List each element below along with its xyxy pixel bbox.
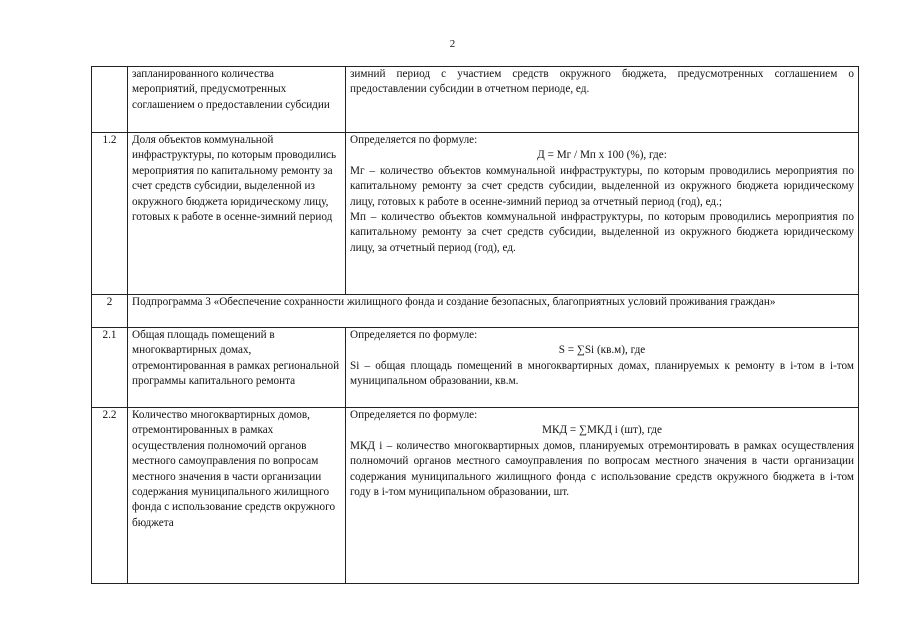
row-number: 2.1 (92, 328, 128, 408)
indicators-table (91, 66, 859, 584)
method-intro: Определяется по формуле: (350, 329, 478, 341)
table-row (92, 408, 859, 584)
table-row (92, 133, 859, 295)
method-intro: Определяется по формуле: (350, 134, 478, 146)
indicator-name: Доля объектов коммунальной инфраструктуры, по которым проводились мероприятия по капитальному ремонту за счет средств субсидии, выделенной из окружного бюджета юридическому лицу, готовых к работе в осенне-зимний период (128, 133, 346, 295)
table-row (92, 328, 859, 408)
subprogram-title: Подпрограмма 3 «Обеспечение сохранности жилищного фонда и создание безопасных, благоприятных условий проживания граждан» (128, 295, 859, 328)
formula: МКД = ∑МКД i (шт), где (542, 424, 662, 437)
indicator-method (346, 408, 859, 584)
indicator-method (346, 328, 859, 408)
indicator-method (346, 67, 859, 133)
variable-description: зимний период с участием средств окружного бюджета, предусмотренных соглашением о предоставлении субсидии в отчетном периоде, ед. (350, 68, 854, 96)
table-row (92, 67, 859, 133)
variable-description: Мг – количество объектов коммунальной инфраструктуры, по которым проводились мероприятия по капитальному ремонту за счет средств субсидии, выделенной из окружного бюджета юридическому лицу, готовых к работе в осенне-зимний период за отчетный период (год), ед.; (350, 164, 854, 208)
row-number: 2 (92, 295, 128, 328)
formula: Д = Мг / Мп x 100 (%), где: (537, 149, 667, 162)
method-intro: Определяется по формуле: (350, 409, 478, 421)
indicator-name: Общая площадь помещений в многоквартирных домах, отремонтированная в рамках региональной программы капитального ремонта (128, 328, 346, 408)
row-number (92, 67, 128, 133)
formula: S = ∑Si (кв.м), где (558, 344, 646, 357)
indicator-name: Количество многоквартирных домов, отремонтированных в рамках осуществления полномочий органов местного самоуправления по вопросам местного значения в части организации содержания муниципального жилищного фонда с использование средств окружного бюджета (128, 408, 346, 584)
indicator-method (346, 133, 859, 295)
page-number: 2 (449, 38, 456, 50)
subprogram-row (92, 295, 859, 328)
variable-description: Si – общая площадь помещений в многоквартирных домах, планируемых к ремонту в i-том в i-том муниципальном образовании, кв.м. (350, 359, 854, 388)
row-number: 2.2 (92, 408, 128, 584)
variable-description: Мп – количество объектов коммунальной инфраструктуры, по которым проводились мероприятия по капитальному ремонту за счет средств субсидии, выделенной из окружного бюджета юридическому лицу, за отчетный период (год), ед. (350, 211, 854, 254)
row-number: 1.2 (92, 133, 128, 295)
indicator-name: запланированного количества мероприятий, предусмотренных соглашением о предоставлении субсидии (128, 67, 346, 133)
variable-description: МКД i – количество многоквартирных домов, планируемых отремонтировать в рамках осуществления полномочий органов местного самоуправления по вопросам местного значения в части организации содержания муниципального жилищного фонда с использование средств окружного бюджета в i-том году в i-том муниципальном образовании, шт. (350, 439, 854, 499)
